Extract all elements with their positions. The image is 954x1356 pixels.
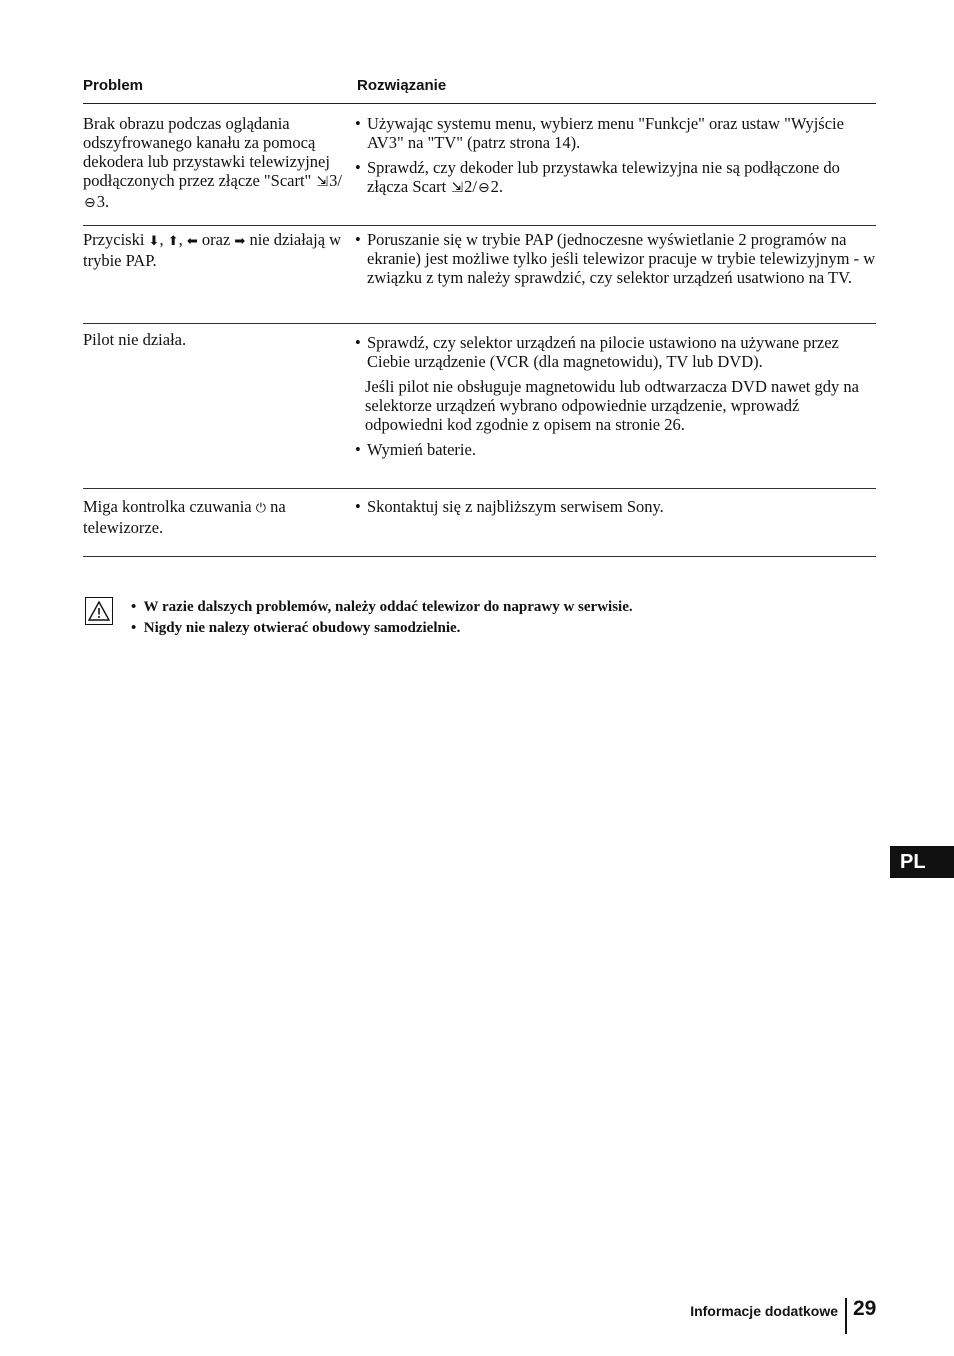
solution-note: Jeśli pilot nie obsługuje magnetowidu lub odtwarzacza DVD nawet gdy na selektorze urządzeń wybrano odpowiednie urządzenie, wprowadź odpowiedni kod zgodnie z opisem na stronie 26. <box>365 377 859 434</box>
header-problem: Problem <box>83 77 144 94</box>
footer-divider <box>845 1298 847 1334</box>
solution-item: • Skontaktuj się z najbliższym serwisem Sony. <box>355 497 664 516</box>
scart-input-icon: ⇲ <box>451 180 464 196</box>
table-header <box>83 74 876 104</box>
warning-list <box>131 597 633 639</box>
solution-item: • Sprawdź, czy selektor urządzeń na pilocie ustawiono na używane przez Ciebie urządzenie (VCR (dla magnetowidu), TV lub DVD). <box>355 333 839 371</box>
troubleshooting-table <box>83 74 876 557</box>
problem-cell <box>83 114 345 213</box>
solution-cell <box>355 230 877 293</box>
language-tab: PL <box>890 846 954 878</box>
problem-cell: Pilot nie działa. <box>83 330 187 349</box>
solution-cell <box>355 333 877 465</box>
table-row <box>83 226 876 324</box>
solution-cell <box>355 114 877 204</box>
problem-cell: Miga kontrolka czuwania ⏻ na telewizorze. <box>83 497 286 537</box>
problem-suffix2: 3. <box>96 192 110 211</box>
table-row <box>83 324 876 489</box>
table-row <box>83 489 876 557</box>
page-number: 29 <box>853 1297 877 1320</box>
footer-section-title: Informacje dodatkowe <box>690 1303 838 1319</box>
warning-item: • W razie dalszych problemów, należy oddać telewizor do naprawy w serwisie. <box>131 599 633 615</box>
arrow-up-icon: ⬆ <box>167 234 179 249</box>
header-solution: Rozwiązanie <box>357 77 447 94</box>
arrow-right-icon: ➡ <box>234 234 246 249</box>
solution-item: • Poruszanie się w trybie PAP (jednoczesne wyświetlanie 2 programów na ekranie) jest możliwe tylko jeśli telewizor pracuje w trybie telewizyjnym - w związku z tym należy sprawdzić, czy selektor urządzeń usatwiono na TV. <box>355 230 876 287</box>
warning-triangle-icon <box>85 597 113 625</box>
solution-item: • Wymień baterie. <box>355 440 476 459</box>
scart-input-icon: ⇲ <box>316 174 329 190</box>
solution-cell <box>355 497 877 522</box>
scart-output-icon: ⊖ <box>477 180 490 196</box>
table-row <box>83 104 876 226</box>
warning-item: • Nigdy nie nalezy otwierać obudowy samodzielnie. <box>131 620 461 636</box>
standby-power-icon: ⏻ <box>255 501 267 516</box>
scart-output-icon: ⊖ <box>84 195 96 211</box>
solution-item: • Sprawdź, czy dekoder lub przystawka telewizyjna nie są podłączone do złącza Scart ⇲2/⊖2. <box>355 158 840 196</box>
problem-text: Brak obrazu podczas oglądania odszyfrowanego kanału za pomocą dekodera lub przystawki telewizyjnej podłączonych przez złącze "Scart" <box>83 114 330 190</box>
solution-item: • Używając systemu menu, wybierz menu "Funkcje" oraz ustaw "Wyjście AV3" na "TV" (patrz strona 14). <box>355 114 844 152</box>
arrow-left-icon: ⬅ <box>186 234 198 249</box>
arrow-down-icon: ⬇ <box>148 234 160 249</box>
problem-cell: Przyciski ⬇, ⬆, ⬅ oraz ➡ nie działają w trybie PAP. <box>83 230 342 270</box>
problem-suffix: 3/ <box>329 171 342 190</box>
